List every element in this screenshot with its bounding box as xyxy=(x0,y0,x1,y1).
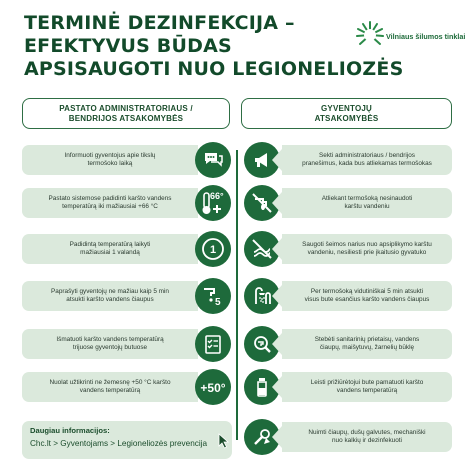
checklist-icon xyxy=(195,326,231,362)
admin-header-line-1: PASTATO ADMINISTRATORIAUS / xyxy=(59,103,193,113)
five-minute-tap-icon xyxy=(195,278,231,314)
title-line-1: TERMINĖ DEZINFEKCIJA – xyxy=(24,12,295,34)
resident-step-2 xyxy=(282,188,452,218)
resident-step-2-text: Atliekant termošoką nesinaudoti karštu vandeniu xyxy=(321,195,413,210)
admin-step-4-text: Paprašyti gyventojų ne mažiau kaip 5 min atsukti karšto vandens čiaupus xyxy=(51,288,169,303)
temperature-label: +50° xyxy=(200,381,226,395)
admin-step-5-text: Išmatuoti karšto vandens temperatūrą trijuose gyventojų butuose xyxy=(56,336,164,351)
admin-step-1-text: Informuoti gyventojus apie tikslų termošoko laiką xyxy=(64,152,156,167)
logo-text: Vilniaus šilumos tinklai xyxy=(386,32,466,41)
more-info-title: Daugiau informacijos: xyxy=(30,426,110,435)
clock-icon xyxy=(195,231,231,267)
title-line-2: EFEKTYVUS BŪDAS xyxy=(24,35,232,57)
admin-step-1 xyxy=(22,145,198,175)
resident-step-7 xyxy=(282,422,452,452)
thermometer-label: 66° xyxy=(210,191,224,201)
admin-step-4 xyxy=(22,281,198,311)
admin-header-line-2: BENDRIJOS ATSAKOMYBĖS xyxy=(68,113,184,123)
resident-step-4-text: Per termošoką vidutiniškai 5 min atsukti visus bute esančius karšto vandens čiaupus xyxy=(304,288,430,303)
resident-header-line-2: ATSAKOMYBĖS xyxy=(314,113,379,123)
admin-responsibilities-header xyxy=(22,98,230,129)
clock-label: 1 xyxy=(209,244,217,256)
title-line-3: APSISAUGOTI NUO LEGIONELIOZĖS xyxy=(24,58,404,80)
admin-step-2 xyxy=(22,188,198,218)
plus-fifty-degrees-icon xyxy=(195,369,231,405)
admin-step-3 xyxy=(22,234,198,264)
admin-step-6 xyxy=(22,372,198,402)
more-info-box[interactable] xyxy=(22,421,232,459)
row-3 xyxy=(0,231,474,267)
chat-bubble-icon xyxy=(195,142,231,178)
resident-step-6-text: Leisti prižiūrėtojui bute pamatuoti karšto vandens temperatūrą xyxy=(310,379,424,394)
resident-step-5 xyxy=(282,329,452,359)
resident-step-7-text: Nuimti čiaupų, dušų galvutes, mechaniški nuo kalkių ir dezinfekuoti xyxy=(308,429,426,444)
resident-step-4 xyxy=(282,281,452,311)
tap-minutes-label: 5 xyxy=(215,297,221,308)
more-info-link[interactable]: Chc.lt > Gyventojams > Legioneliozės prevencija xyxy=(30,439,208,448)
resident-header-line-1: GYVENTOJŲ xyxy=(321,103,372,113)
row-1 xyxy=(0,142,474,178)
row-5 xyxy=(0,326,474,362)
thermometer-icon xyxy=(195,185,231,221)
resident-step-5-text: Stebėti sanitarinių prietaisų, vandens čiaupų, maišytuvų, žarnelių būklę xyxy=(314,336,420,351)
row-2 xyxy=(0,185,474,221)
row-6 xyxy=(0,369,474,405)
resident-step-3-text: Saugoti šeimos narius nuo apsiplikymo karštu vandeniu, nesiliesti prie įkaitusio gyvatuko xyxy=(302,241,432,256)
admin-step-6-text: Nuolat užtikrinti ne žemesnę +50 °C karšto vandens temperatūrą xyxy=(49,379,171,394)
row-4 xyxy=(0,278,474,314)
logo-sunburst-icon xyxy=(355,20,385,50)
pointer-cursor-icon xyxy=(218,433,230,449)
resident-step-1-text: Sekti administratoriaus / bendrijos pranešimus, kada bus atliekamas termošokas xyxy=(302,152,432,167)
resident-step-1 xyxy=(282,145,452,175)
admin-step-2-text: Pastato sistemose padidinti karšto vandens temperatūrą iki mažiausiai +66 °C xyxy=(48,195,172,210)
resident-step-3 xyxy=(282,234,452,264)
admin-step-3-text: Padidintą temperatūrą laikyti mažiausiai 1 valandą xyxy=(69,241,151,256)
company-logo xyxy=(355,20,467,60)
resident-responsibilities-header xyxy=(241,98,452,129)
admin-step-5 xyxy=(22,329,198,359)
resident-step-6 xyxy=(282,372,452,402)
poster-title xyxy=(24,12,404,81)
